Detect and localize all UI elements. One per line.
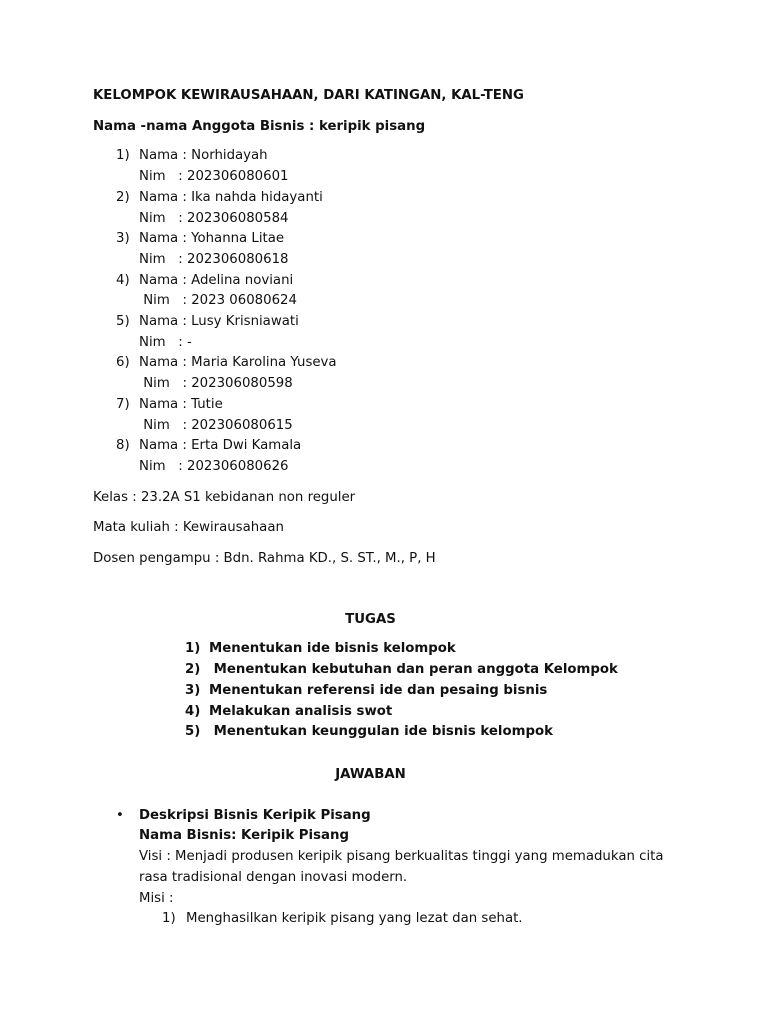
- list-item: [93, 681, 728, 702]
- member-nim: Nim : 202306080598: [139, 376, 293, 392]
- list-number: 1): [162, 911, 176, 927]
- member-name: Nama : Norhidayah: [139, 148, 268, 164]
- list-item: [93, 146, 728, 187]
- member-name: Nama : Adelina noviani: [139, 272, 294, 288]
- list-item: [93, 639, 728, 660]
- member-name: Nama : Lusy Krisniawati: [139, 314, 299, 330]
- kelas-line: Kelas : 23.2A S1 kebidanan non reguler: [93, 489, 356, 505]
- list-item: [93, 229, 728, 270]
- member-nim: Nim : 202306080626: [139, 458, 289, 474]
- visi-paragraph: Visi : Menjadi produsen keripik pisang berkualitas tinggi yang memadukan cita rasa tradisional dengan inovasi modern.: [139, 849, 664, 885]
- tugas-title: TUGAS: [345, 611, 396, 627]
- task-text: Menentukan referensi ide dan pesaing bisnis: [209, 682, 548, 698]
- list-item: [93, 436, 728, 477]
- list-item: [93, 312, 728, 353]
- member-nim: Nim : 202306080601: [139, 169, 289, 185]
- list-number: 5): [116, 314, 130, 330]
- dosen-line: Dosen pengampu : Bdn. Rahma KD., S. ST., M., P, H: [93, 551, 436, 567]
- member-name: Nama : Erta Dwi Kamala: [139, 438, 302, 454]
- task-text: Melakukan analisis swot: [209, 703, 393, 719]
- list-number: 2): [116, 189, 130, 205]
- list-item: [93, 395, 728, 436]
- list-item: [93, 722, 728, 743]
- member-nim: Nim : 202306080618: [139, 251, 289, 267]
- list-number: 4): [185, 703, 201, 719]
- task-text: Menentukan ide bisnis kelompok: [209, 641, 456, 657]
- task-text: Menentukan keunggulan ide bisnis kelompok: [209, 724, 553, 740]
- list-item: [139, 909, 728, 930]
- member-name: Nama : Yohanna Litae: [139, 231, 285, 247]
- document-page: [93, 86, 728, 930]
- members-heading: Nama -nama Anggota Bisnis : keripik pisang: [93, 118, 426, 134]
- list-number: 2): [185, 662, 201, 678]
- nama-bisnis-line: Nama Bisnis: Keripik Pisang: [139, 828, 349, 844]
- list-item: [93, 660, 728, 681]
- member-name: Nama : Tutie: [139, 396, 223, 412]
- jawaban-title: JAWABAN: [335, 766, 406, 782]
- member-nim: Nim : 202306080615: [139, 417, 293, 433]
- member-nim: Nim : 202306080584: [139, 210, 289, 226]
- mata-kuliah-line: Mata kuliah : Kewirausahaan: [93, 520, 284, 536]
- list-number: 6): [116, 355, 130, 371]
- list-number: 1): [116, 148, 130, 164]
- list-item: [93, 271, 728, 312]
- document-title: KELOMPOK KEWIRAUSAHAAN, DARI KATINGAN, KAL-TENG: [93, 88, 524, 103]
- member-name: Nama : Maria Karolina Yuseva: [139, 355, 337, 371]
- list-number: 3): [185, 682, 201, 698]
- bullet-icon: •: [116, 807, 124, 823]
- list-item: [93, 702, 728, 723]
- task-text: Menentukan kebutuhan dan peran anggota Kelompok: [209, 662, 618, 678]
- list-item: [93, 353, 728, 394]
- list-number: 3): [116, 231, 130, 247]
- deskripsi-heading: Deskripsi Bisnis Keripik Pisang: [139, 807, 371, 823]
- members-list: [93, 146, 728, 477]
- tugas-list: [93, 639, 728, 743]
- member-name: Nama : Ika nahda hidayanti: [139, 189, 323, 205]
- list-number: 5): [185, 724, 201, 740]
- list-item: [93, 188, 728, 229]
- answer-section: [93, 806, 728, 930]
- member-nim: Nim : 2023 06080624: [139, 293, 297, 309]
- misi-text: Menghasilkan keripik pisang yang lezat dan sehat.: [186, 911, 523, 927]
- list-number: 1): [185, 641, 201, 657]
- list-number: 4): [116, 272, 130, 288]
- list-number: 7): [116, 396, 130, 412]
- misi-list: [139, 909, 728, 930]
- list-number: 8): [116, 438, 130, 454]
- misi-label: Misi :: [139, 890, 174, 906]
- member-nim: Nim : -: [139, 334, 192, 350]
